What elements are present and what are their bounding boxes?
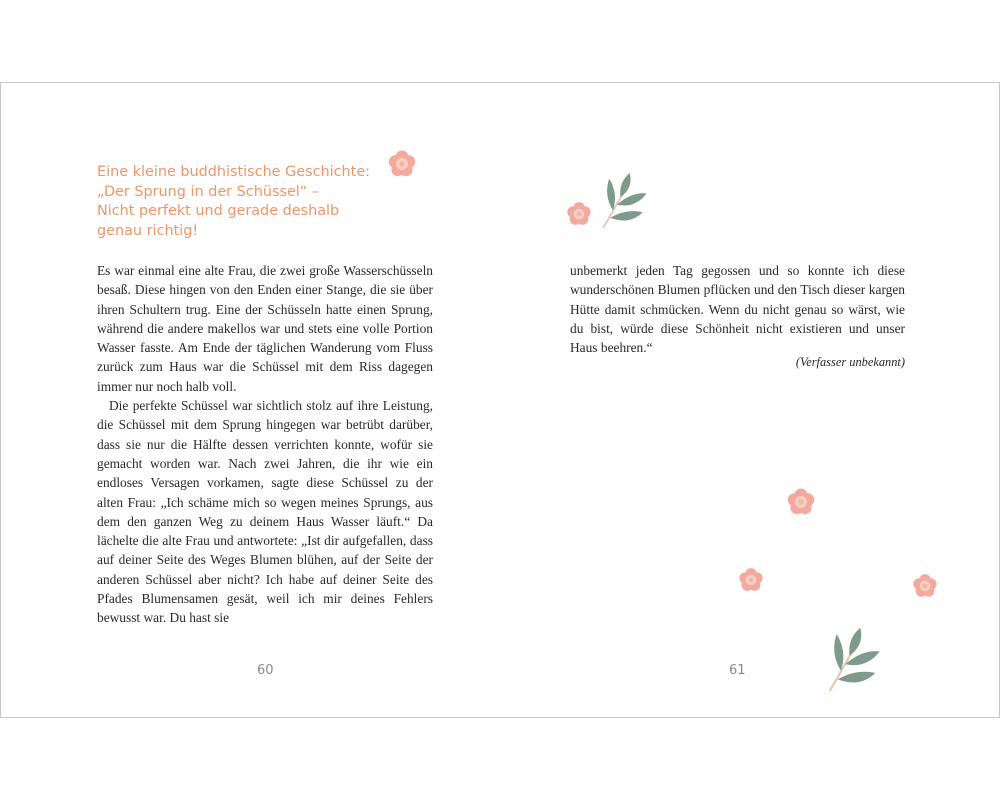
heading-line: „Der Sprung in der Schüssel“ – [97, 183, 320, 200]
right-page [500, 83, 999, 717]
left-body-text [97, 261, 433, 628]
leaf-branch-icon [828, 627, 884, 693]
flower-icon [784, 485, 818, 519]
heading-line: Nicht perfekt und gerade deshalb [97, 203, 340, 219]
attribution: (Verfasser unbekannt) [795, 355, 905, 369]
page-number: 61 [729, 663, 746, 678]
paragraph: Die perfekte Schüssel war sichtlich stolz auf ihre Leistung, die Schüssel mit dem Sprung hingegen war betrübt darüber, dass sie nur die Hälfte dessen verrichten konnte, wofür sie gemacht worden war. Nach zwei Jahren, die ihr wie ein endloses Versagen vorkamen, sagte diese Schüssel zu der alten Frau: „Ich schäme mich so wegen meines Sprungs, aus dem den ganzen Weg zu deinem Haus Wasser läuft.“ Da lächelte die alte Frau und antwortete: „Ist dir aufgefallen, dass auf deiner Seite des Weges Blumen blühen, auf der Seite der anderen Schüssel aber nicht? Ich habe auf deiner Seite des Pfades Blumensamen gesät, weil ich mir deines Fehlers bewusst war. Du hast sie [97, 398, 433, 626]
page-number: 60 [257, 663, 274, 678]
flower-icon [736, 565, 766, 595]
heading-line: genau richtig! [97, 222, 199, 239]
paragraph: unbemerkt jeden Tag gegossen und so konnte ich diese wunderschönen Blumen pflücken und den Tisch dieser kargen Hütte damit schmücken. Wenn du nicht genau so wärst, wie du bist, würde diese Schönheit nicht existieren und unser Haus beehren.“ [570, 263, 905, 356]
paragraph: Es war einmal eine alte Frau, die zwei große Wasserschüsseln besaß. Diese hingen von den Enden einer Stange, die sie über ihren Schultern trug. Eine der Schüsseln hatte einen Sprung, während die andere makellos war und stets eine volle Portion Wasser fasste. Am Ende der täglichen Wanderung vom Fluss zurück zum Haus war die Schüssel mit dem Riss dagegen immer nur noch halb voll. [97, 263, 433, 394]
right-body-text [570, 261, 905, 357]
left-page [1, 83, 499, 717]
flower-icon [910, 571, 940, 601]
book-spread [0, 82, 1000, 718]
leaf-branch-icon [600, 173, 652, 229]
story-heading [97, 163, 377, 241]
heading-line: Eine kleine buddhistische Geschichte: [97, 164, 371, 180]
flower-icon [564, 199, 594, 229]
flower-icon [385, 147, 419, 181]
